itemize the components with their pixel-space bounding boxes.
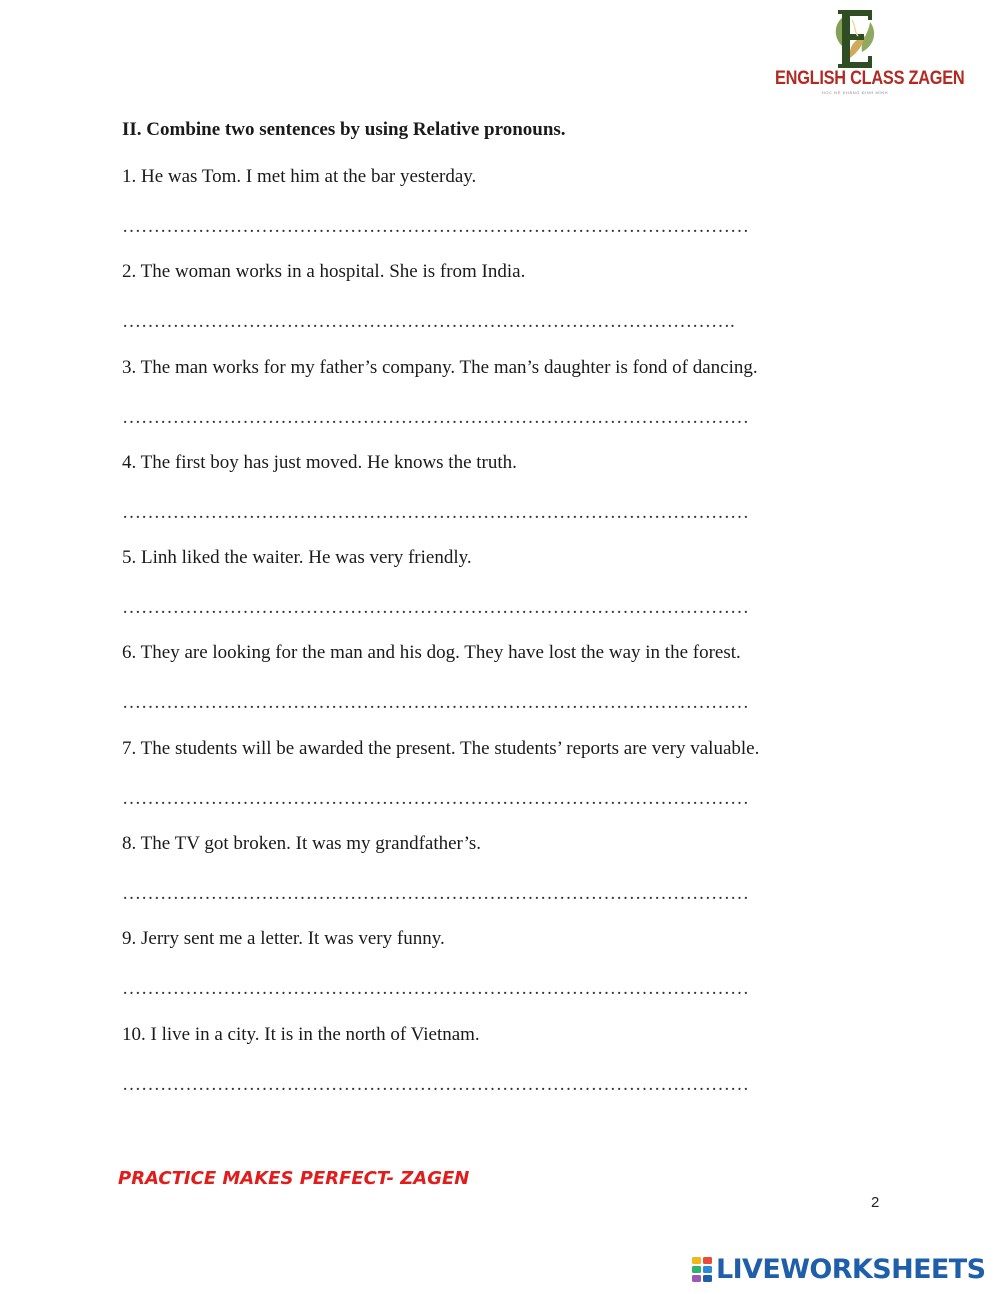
question-text: 7. The students will be awarded the present. The students’ reports are very valuable. — [122, 737, 760, 759]
question-text: 9. Jerry sent me a letter. It was very funny. — [122, 928, 445, 950]
section-title: II. Combine two sentences by using Relative pronouns. — [122, 119, 566, 140]
logo-subtitle: HỌC ĐỂ KHẲNG ĐỊNH MÌNH — [821, 90, 889, 95]
exercise-item — [122, 642, 862, 737]
question-text: 4. The first boy has just moved. He knows the truth. — [122, 451, 517, 473]
question-text: 8. The TV got broken. It was my grandfather’s. — [122, 833, 481, 855]
english-class-zagen-logo — [762, 6, 965, 98]
answer-line[interactable]: ……………………………………………………………………………………… — [122, 1073, 749, 1095]
answer-line[interactable]: ……………………………………………………………………………………… — [122, 406, 749, 428]
footer-slogan: PRACTICE MAKES PERFECT- ZAGEN — [118, 1168, 470, 1189]
question-text: 5. Linh liked the waiter. He was very friendly. — [122, 547, 472, 569]
exercise-item — [122, 738, 862, 833]
question-text: 6. They are looking for the man and his dog. They have lost the way in the forest. — [122, 642, 741, 664]
question-text: 10. I live in a city. It is in the north of Vietnam. — [122, 1023, 480, 1045]
answer-line[interactable]: ……………………………………………………………………………………… — [122, 216, 749, 237]
exercise-item — [122, 833, 862, 928]
answer-line[interactable]: ……………………………………………………………………………………… — [122, 501, 749, 523]
page-number: 2 — [871, 1194, 880, 1211]
answer-line[interactable]: ……………………………………………………………………………………… — [122, 787, 749, 809]
answer-line[interactable]: ……………………………………………………………………………………… — [122, 597, 749, 619]
brand-text: LIVEWORKSHEETS — [716, 1253, 986, 1285]
exercise-item — [122, 452, 862, 547]
exercise-item — [122, 261, 862, 356]
answer-line[interactable]: ……………………………………………………………………………………. — [122, 311, 735, 333]
question-text: 3. The man works for my father’s company. The man’s daughter is fond of dancing. — [122, 356, 758, 378]
exercise-item — [122, 357, 862, 452]
liveworksheets-logo-icon — [691, 1255, 713, 1283]
exercise-item — [122, 928, 862, 1023]
exercise-list — [122, 166, 862, 1119]
exercise-item — [122, 1024, 862, 1119]
answer-line[interactable]: ……………………………………………………………………………………… — [122, 978, 749, 1000]
answer-line[interactable]: ……………………………………………………………………………………… — [122, 692, 749, 714]
question-text: 2. The woman works in a hospital. She is from India. — [122, 261, 526, 283]
liveworksheets-brand[interactable] — [691, 1252, 985, 1286]
exercise-item — [122, 166, 862, 261]
logo-title: ENGLISH CLASS ZAGEN — [775, 68, 965, 89]
answer-line[interactable]: ……………………………………………………………………………………… — [122, 883, 749, 905]
letter-e-logo-icon — [822, 6, 886, 72]
exercise-item — [122, 547, 862, 642]
question-text: 1. He was Tom. I met him at the bar yesterday. — [122, 166, 477, 187]
